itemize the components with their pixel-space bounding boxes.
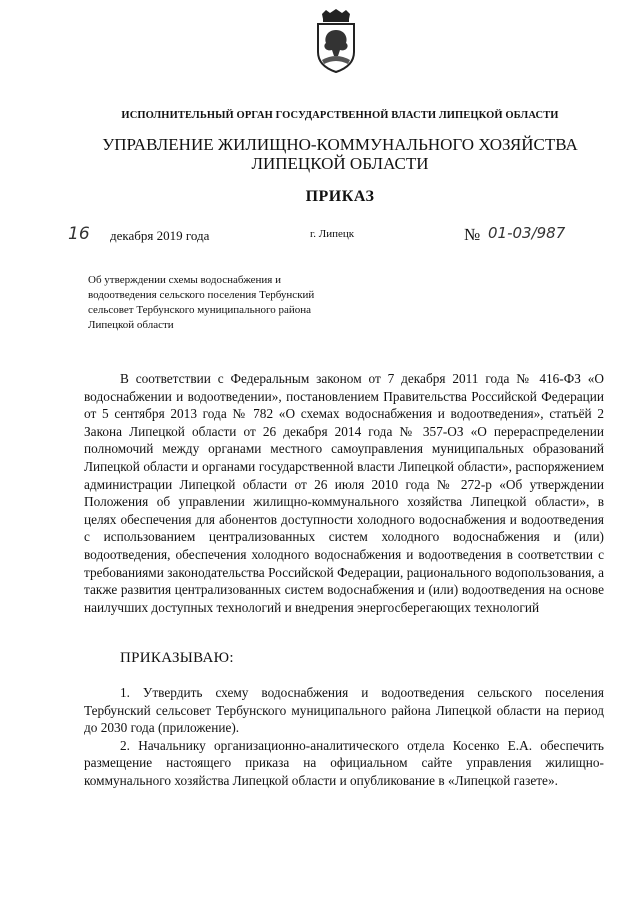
subject-line-4: Липецкой области [88, 319, 174, 331]
document-title: ПРИКАЗ [305, 188, 375, 205]
department-line-2: ЛИПЕЦКОЙ ОБЛАСТИ [251, 154, 429, 173]
order-month-year: декабря 2019 года [110, 228, 210, 243]
subject-line-3: сельсовет Тербунского муниципального района [88, 304, 312, 316]
subject-line-2: водоотведения сельского поселения Тербунский [88, 289, 315, 301]
department-name [60, 135, 620, 173]
order-preamble [84, 370, 604, 616]
subject-line-1: Об утверждении схемы водоснабжения и [88, 274, 281, 286]
organization-name: ИСПОЛНИТЕЛЬНЫЙ ОРГАН ГОСУДАРСТВЕННОЙ ВЛАСТИ ЛИПЕЦКОЙ ОБЛАСТИ [121, 110, 559, 121]
department-line-1: УПРАВЛЕНИЕ ЖИЛИЩНО-КОММУНАЛЬНОГО ХОЗЯЙСТВА [102, 135, 578, 154]
order-city: г. Липецк [310, 228, 355, 240]
date-number-row [0, 226, 640, 250]
order-day: 16 [68, 224, 90, 244]
order-item-2: 2. Начальнику организационно-аналитического отдела Косенко Е.А. обеспечить размещение настоящего приказа на официальном сайте управления жилищно-коммунального хозяйства Липецкой области и опубликование в «Липецкой газете». [84, 737, 604, 788]
order-items [84, 684, 604, 790]
order-number: 01-03/987 [488, 224, 566, 242]
coat-of-arms-icon [312, 8, 360, 74]
preamble-paragraph: В соответствии с Федеральным законом от 7 декабря 2011 года № 416-ФЗ «О водоснабжении и водоотведении», постановлением Правительства Российской Федерации от 5 сентября 2013 года № 782 «О схемах водоснабжения и водоотведения», статьёй 2 Закона Липецкой области от 26 декабря 2014 года № 357-ОЗ «О перераспределении полномочий между органами местного самоуправления муниципальных образований Липецкой области и органами государственной власти Липецкой области», распоряжением администрации Липецкой области от 26 июля 2010 года № 272-р «Об утверждении Положения об управлении жилищно-коммунального хозяйства Липецкой области», в целях обеспечения для абонентов доступности холодного водоснабжения и водоотведения с использованием централизованных систем холодного водоснабжения и (или) водоотведения, обеспечения холодного водоснабжения и водоотведения в соответствии с требованиями законодательства Российской Федерации, рационального водопользования, а также развития централизованных систем водоснабжения и (или) водоотведения на основе наилучших доступных технологий и внедрения энергосберегающих технологий [84, 371, 604, 615]
order-item-1: 1. Утвердить схему водоснабжения и водоотведения сельского поселения Тербунский сельсовет Тербунского муниципального района Липецкой области на период до 2030 года (приложение). [84, 685, 604, 736]
order-directive: ПРИКАЗЫВАЮ: [120, 650, 234, 666]
order-subject [88, 273, 378, 333]
order-number-prefix: № [464, 225, 481, 244]
